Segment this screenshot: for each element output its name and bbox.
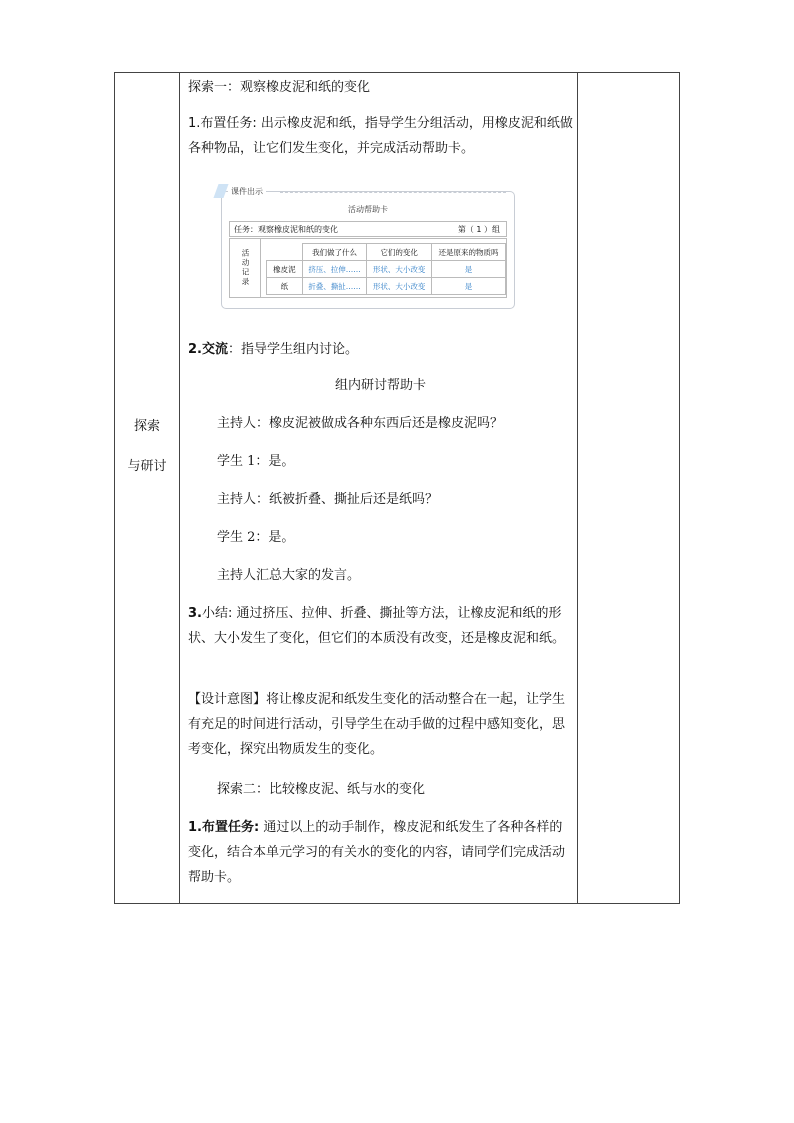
record-table <box>229 238 507 298</box>
dialog-line: 学生 2：是。 <box>217 530 295 545</box>
row-did: 折叠、撕扯…… <box>302 278 367 295</box>
design-text: 将让橡皮泥和纸发生变化的活动整合在一起，让学生有充足的时间进行活动，引导学生在动手做的过程中感知变化，思考变化，探究出物质发生的变化。 <box>188 692 566 757</box>
activity-help-card <box>221 187 515 309</box>
row-item: 橡皮泥 <box>267 261 303 278</box>
discussion-title: 组内研讨帮助卡 <box>334 378 426 393</box>
dialog-line: 主持人：橡皮泥被做成各种东西后还是橡皮泥吗？ <box>217 416 504 431</box>
header-same: 还是原来的物质吗 <box>432 244 506 261</box>
design-intent <box>188 687 573 762</box>
card-top-border <box>280 192 506 193</box>
task-text: 通过以上的动手制作，橡皮泥和纸发生了各种各样的变化，结合本单元学习的有关水的变化的内容，请同学们完成活动帮助卡。 <box>188 820 566 885</box>
card-group: 第（ 1 ）组 <box>457 225 500 234</box>
record-label: 活动记录 <box>230 239 261 297</box>
stage-label-line2: 与研讨 <box>127 459 167 474</box>
card-title: 活动帮助卡 <box>348 205 388 214</box>
header-change: 它们的变化 <box>367 244 432 261</box>
row-change: 形状、大小改变 <box>367 261 432 278</box>
lesson-table <box>114 72 680 904</box>
table-row <box>267 261 506 278</box>
stage-label-line1: 探索 <box>133 419 160 434</box>
record-grid <box>266 243 506 295</box>
row-change: 形状、大小改变 <box>367 278 432 295</box>
flag-icon <box>213 184 228 198</box>
row-same: 是 <box>432 278 506 295</box>
task-label: 1.布置任务: <box>188 820 260 835</box>
header-did: 我们做了什么 <box>302 244 367 261</box>
dialog-line: 主持人汇总大家的发言。 <box>217 568 361 583</box>
summary-text: 通过挤压、拉伸、折叠、撕扯等方法，让橡皮泥和纸的形状、大小发生了变化，但它们的本质没有改变，还是橡皮泥和纸。 <box>188 606 566 646</box>
summary <box>188 601 573 651</box>
column-divider-left <box>179 73 180 903</box>
dialog-line: 主持人：纸被折叠、撕扯后还是纸吗？ <box>217 492 439 507</box>
design-label: 【设计意图】 <box>188 692 267 707</box>
summary-num: 3. <box>188 606 202 621</box>
row-item: 纸 <box>267 278 303 295</box>
row-same: 是 <box>432 261 506 278</box>
section1-heading: 探索一：观察橡皮泥和纸的变化 <box>188 80 371 95</box>
table-row <box>267 278 506 295</box>
task-label: 1.布置任务: <box>188 116 257 131</box>
card-tag: 课件出示 <box>228 186 266 197</box>
section2-task <box>188 815 573 890</box>
row-did: 挤压、拉伸…… <box>302 261 367 278</box>
section1-task <box>188 111 573 161</box>
column-divider-right <box>577 73 578 903</box>
section2-heading: 探索二：比较橡皮泥、纸与水的变化 <box>217 782 426 797</box>
exchange-label: 2.交流 <box>188 342 228 357</box>
exchange-text: ：指导学生组内讨论。 <box>227 342 358 357</box>
dialog-line: 学生 1：是。 <box>217 454 295 469</box>
task-text: 出示橡皮泥和纸，指导学生分组活动，用橡皮泥和纸做各种物品，让它们发生变化，并完成活动帮助卡。 <box>188 116 573 156</box>
card-task: 任务：观察橡皮泥和纸的变化 <box>234 225 338 234</box>
card-task-row <box>229 221 507 237</box>
summary-label: 小结: <box>201 606 233 621</box>
exchange <box>188 337 573 362</box>
